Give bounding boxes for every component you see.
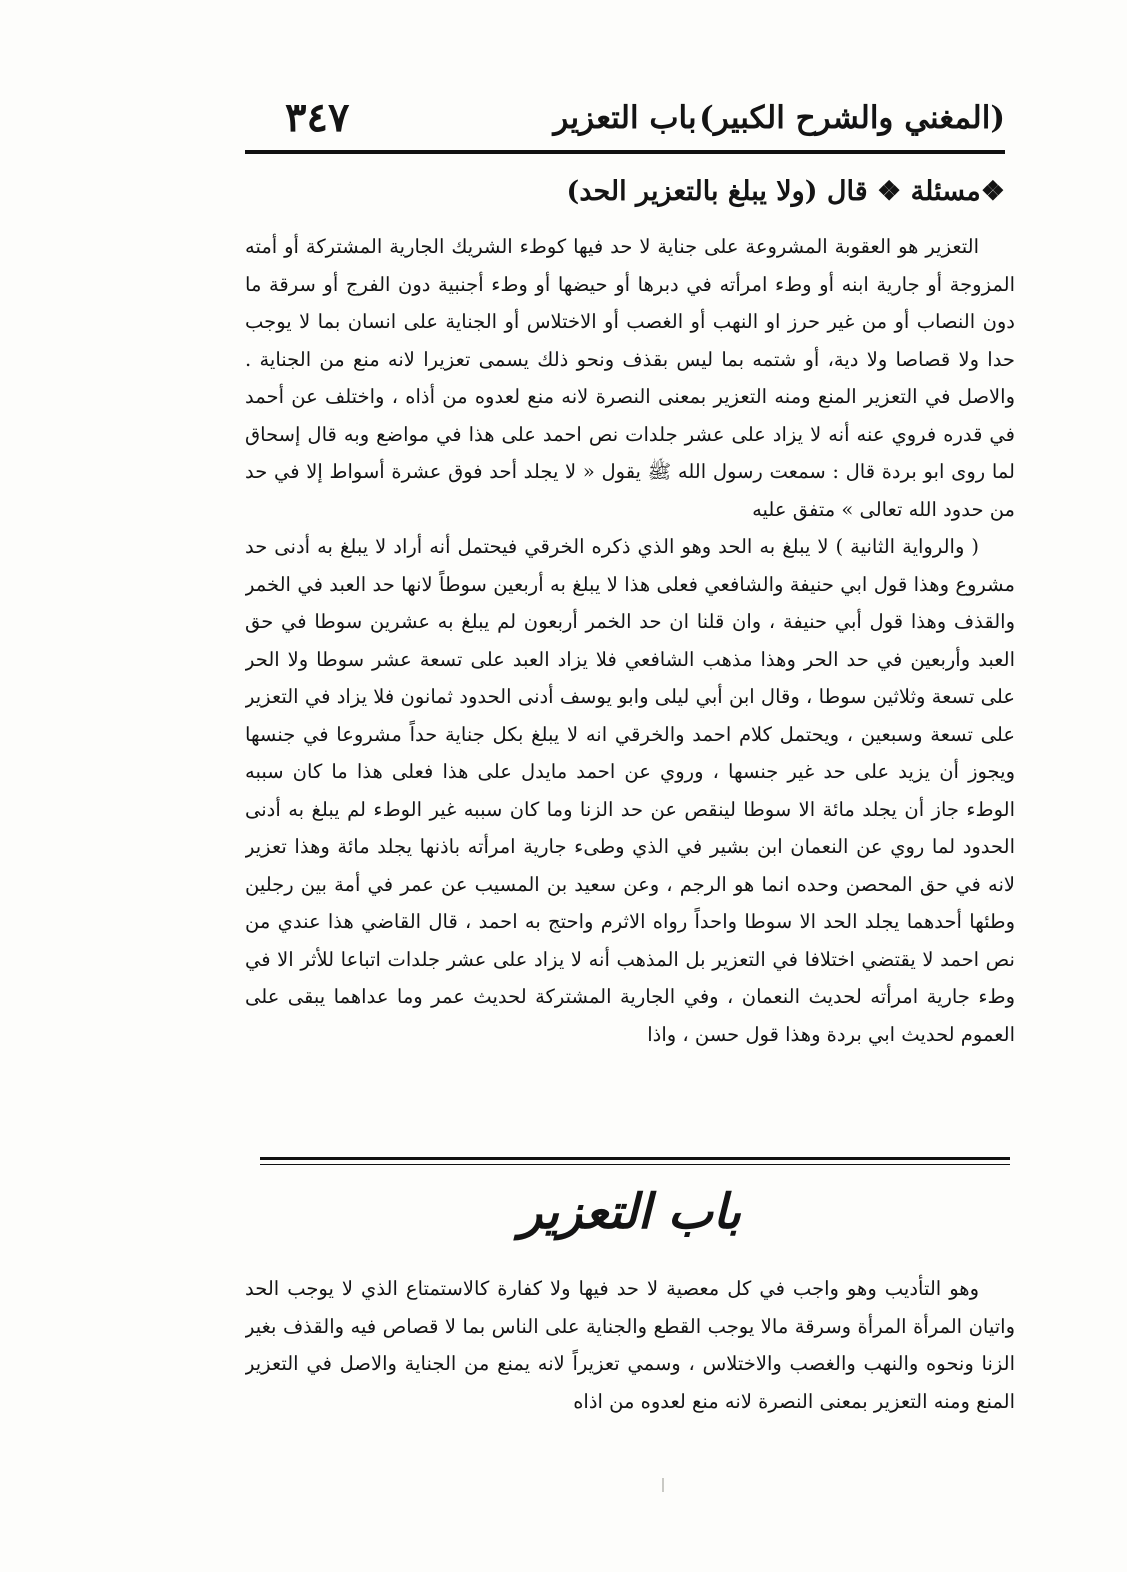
- commentary-paragraph: التعزير هو العقوبة المشروعة على جناية لا حد فيها كوطء الشريك الجارية المشتركة أو أمته المزوجة أو جارية ابنه أو وطء امرأته في دبرها أو حيضها أو وطء أجنبية دون الفرج أو سرقة ما دون النصاب أو من غير حرز او النهب أو الغصب أو الاختلاس أو الجناية على انسان بما لا يوجب حدا ولا قصاصا ولا دية، أو شتمه بما ليس بقذف ونحو ذلك يسمى تعزيرا لانه منع من الجناية . والاصل في التعزير المنع ومنه التعزير بمعنى النصرة لانه منع لعدوه من أذاه ، واختلف عن أحمد في قدره فروي عنه أنه لا يزاد على عشر جلدات نص احمد على هذا في مواضع وبه قال إسحاق لما روى ابو بردة قال : سمعت رسول الله ﷺ يقول « لا يجلد أحد فوق عشرة أسواط إلا في حد من حدود الله تعالى » متفق عليه: [245, 235, 1015, 521]
- matn-paragraph: وهو التأديب وهو واجب في كل معصية لا حد فيها ولا كفارة كالاستمتاع الذي لا يوجب الحد واتيان المرأة المرأة وسرقة مالا يوجب القطع والجناية على الناس بما لا قصاص فيه والقذف بغير الزنا ونحوه والنهب والغصب والاختلاس ، وسمي تعزيراً لانه يمنع من الجناية والاصل في التعزير المنع ومنه التعزير بمعنى النصرة لانه منع لعدوه من اذاه: [245, 1277, 1015, 1413]
- scan-mark: [662, 1478, 664, 1492]
- masala-heading: [245, 176, 1005, 207]
- matn-block: [245, 1270, 1015, 1480]
- separator-rule-thick: [260, 1157, 1010, 1160]
- masala-label: ❖ مسئلة ❖: [877, 176, 1005, 207]
- masala-text: قال (ولا يبلغ بالتعزير الحد): [566, 176, 868, 207]
- separator-rule-thin: [260, 1164, 1010, 1165]
- commentary-block: [245, 228, 1015, 1140]
- book-title: (المغني والشرح الكبير): [699, 100, 1005, 136]
- page-number: ٣٤٧: [285, 94, 350, 141]
- header-rule: [245, 150, 1005, 154]
- running-chapter-title: باب التعزير: [553, 100, 697, 136]
- commentary-paragraph: ( والرواية الثانية ) لا يبلغ به الحد وهو الذي ذكره الخرقي فيحتمل أنه أراد لا يبلغ به أدنى حد مشروع وهذا قول ابي حنيفة والشافعي فعلى هذا لا يبلغ به أربعين سوطاً لانها حد العبد في الخمر والقذف وهذا قول أبي حنيفة ، وان قلنا ان حد الخمر أربعون لم يبلغ به عشرين سوطا في حق العبد وأربعين في حد الحر وهذا مذهب الشافعي فلا يزاد العبد على تسعة عشر سوطا ولا الحر على تسعة وثلاثين سوطا ، وقال ابن أبي ليلى وابو يوسف أدنى الحدود ثمانون فلا يزاد في التعزير على تسعة وسبعين ، ويحتمل كلام احمد والخرقي انه لا يبلغ بكل جناية حداً مشروعا في جنسها ويجوز أن يزيد على حد غير جنسها ، وروي عن احمد مايدل على هذا فعلى هذا ما كان سببه الوطء جاز أن يجلد مائة الا سوطا لينقص عن حد الزنا وما كان سببه غير الوطء لم يبلغ به أدنى الحدود لما روي عن النعمان ابن بشير في الذي وطىء جارية امرأته باذنها يجلد مائة وهذا تعزير لانه في حق المحصن وحده انما هو الرجم ، وعن سعيد بن المسيب عن عمر في أمة بين رجلين وطئها أحدهما يجلد الحد الا سوطا واحداً رواه الاثرم واحتج به احمد ، قال القاضي هذا عندي من نص احمد لا يقتضي اختلافا في التعزير بل المذهب أنه لا يزاد على عشر جلدات اتباعا للأثر الا في وطء جارية امرأته لحديث النعمان ، وفي الجارية المشتركة لحديث عمر وما عداهما يبقى على العموم لحديث ابي بردة وهذا قول حسن ، واذا: [245, 535, 1015, 1046]
- running-header: [245, 96, 1005, 152]
- chapter-title: باب التعزير: [519, 1184, 741, 1240]
